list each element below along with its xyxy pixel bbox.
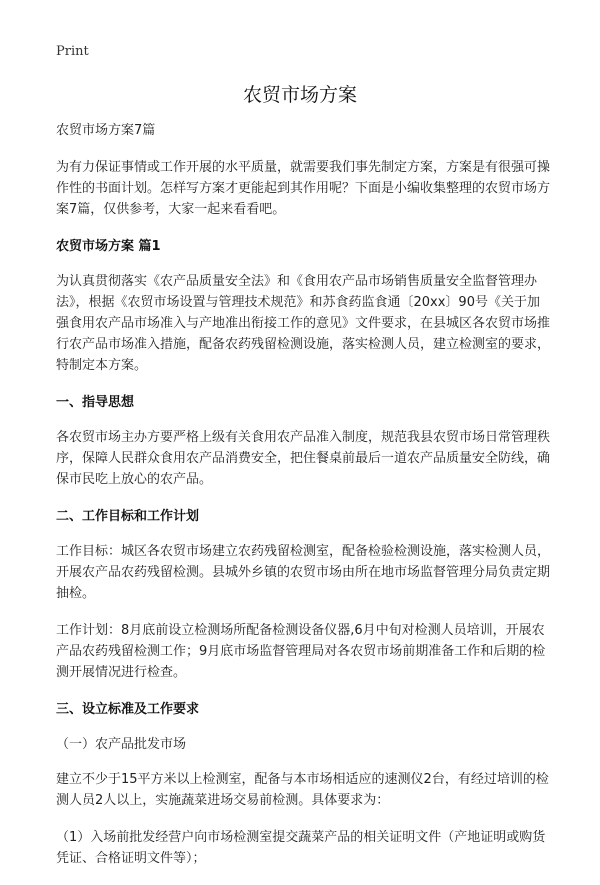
article-subtitle: 农贸市场方案7篇: [56, 123, 156, 138]
standards-heading: 三、设立标准及工作要求: [56, 702, 200, 717]
goals-heading: 二、工作目标和工作计划: [56, 509, 200, 524]
guiding-heading: 一、指导思想: [56, 395, 135, 410]
section1-paragraph: 为认真贯彻落实《农产品质量安全法》和《食用农产品市场销售质量安全监督管理办法》，根据《农贸市场设置与管理技术规范》和苏食药监食通〔20xx〕90号《关于加强食用农产品市场准入与产地准出衔接工作的意见》文件要求，在县城区各农贸市场推行农产品市场准入措施，配备农药残留检测设施，落实检测人员，建立检测室的要求，特制定本方案。: [56, 274, 551, 373]
print-link[interactable]: Print: [56, 44, 89, 59]
guiding-paragraph: 各农贸市场主办方要严格上级有关食用农产品准入制度，规范我县农贸市场日常管理秩序，保障人民群众食用农产品消费安全，把住餐桌前最后一道农产品质量安全防线，确保市民吃上放心的农产品。: [56, 430, 551, 487]
requirement-paragraph: （1）入场前批发经营户向市场检测室提交蔬菜产品的相关证明文件（产地证明或购货凭证、合格证明文件等）；: [56, 830, 546, 866]
page-title: 农贸市场方案: [242, 84, 357, 106]
goals-paragraph: 工作目标：城区各农贸市场建立农药残留检测室，配备检验检测设施，落实检测人员，开展农产品农药残留检测。县城外乡镇的农贸市场由所在地市场监督管理分局负责定期抽检。: [56, 544, 551, 601]
section-heading: 农贸市场方案 篇1: [56, 239, 161, 254]
wholesale-paragraph: 建立不少于15平方米以上检测室，配备与本市场相适应的速测仪2台，有经过培训的检测人员2人以上，实施蔬菜进场交易前检测。具体要求为：: [56, 772, 549, 808]
intro-paragraph: 为有力保证事情或工作开展的水平质量，就需要我们事先制定方案，方案是有很强可操作性的书面计划。怎样写方案才更能起到其作用呢？下面是小编收集整理的农贸市场方案7篇，仅供参考，大家一起来看看吧。: [56, 160, 551, 217]
plan-paragraph: 工作计划：8月底前设立检测场所配备检测设备仪器,6月中旬对检测人员培训，开展农产品农药残留检测工作；9月底市场监督管理局对各农贸市场前期准备工作和后期的检测开展情况进行检查。: [56, 623, 546, 680]
article-body: [56, 120, 550, 885]
wholesale-subheading: （一）农产品批发市场: [56, 737, 187, 752]
